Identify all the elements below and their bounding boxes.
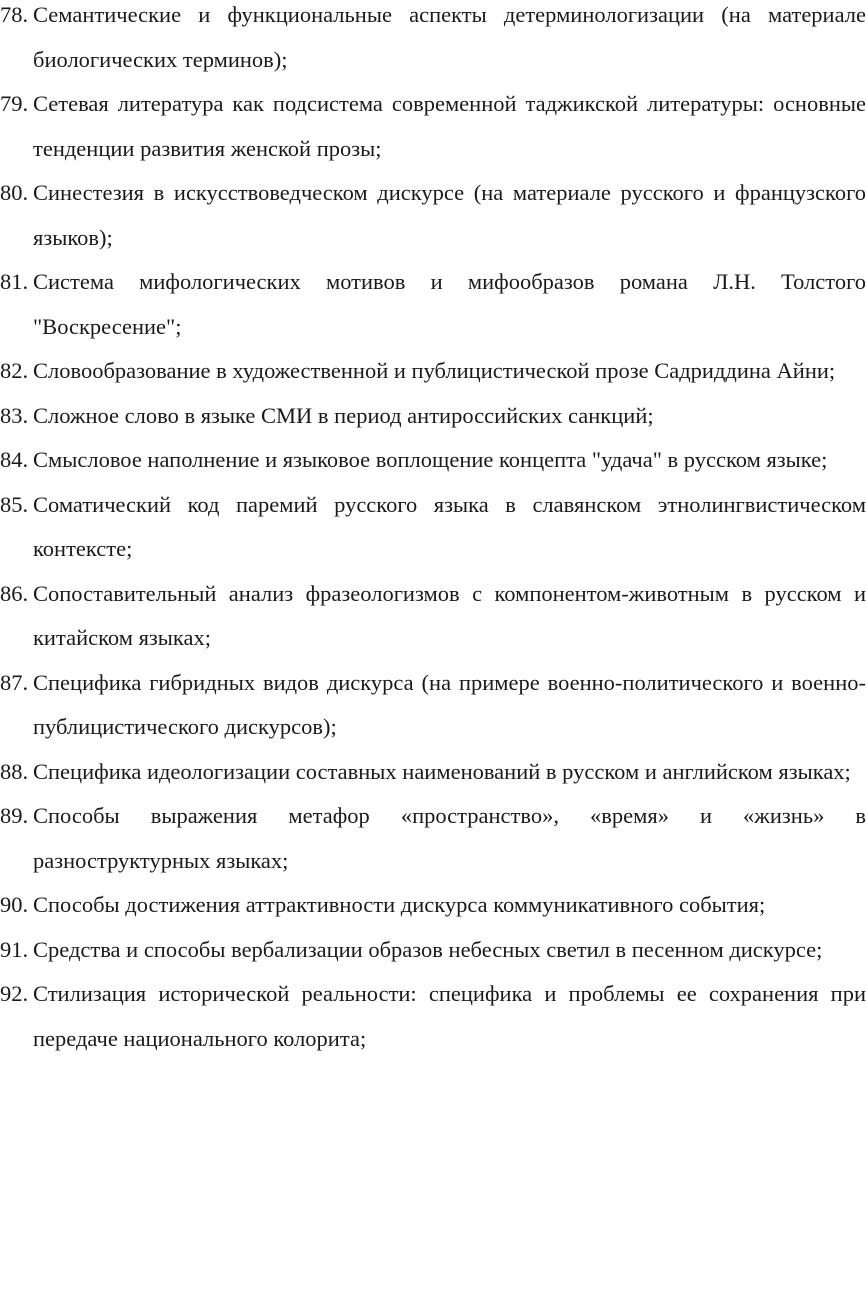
item-text: Семантические и функциональные аспекты детерминологизации (на материале биологических терминов); (33, 2, 866, 72)
item-text: Синестезия в искусствоведческом дискурсе (на материале русского и французского языков); (33, 180, 866, 250)
item-text: Стилизация исторической реальности: специфика и проблемы ее сохранения при передаче национального колорита; (33, 981, 866, 1051)
item-number: 92. (0, 981, 29, 1006)
list-item (0, 750, 866, 795)
list-item (0, 0, 866, 82)
list-item (0, 394, 866, 439)
item-number: 89. (0, 803, 29, 828)
list-item (0, 483, 866, 572)
item-number: 83. (0, 402, 29, 428)
item-text: Специфика гибридных видов дискурса (на примере военно-политического и военно-публицистического дискурсов); (33, 669, 866, 739)
item-number: 84. (0, 447, 29, 472)
list-item (0, 171, 866, 260)
item-number: 81. (0, 269, 29, 294)
list-item (0, 349, 866, 394)
item-text: Смысловое наполнение и языковое воплощение концепта "удача" в русском языке; (33, 447, 828, 472)
item-number: 90. (0, 892, 29, 917)
item-text: Сложное слово в языке СМИ в период антироссийских санкций; (33, 402, 654, 428)
list-item (0, 972, 866, 1061)
item-text: Способы достижения аттрактивности дискурса коммуникативного события; (33, 892, 766, 917)
item-number: 78. (0, 2, 29, 27)
list-item (0, 260, 866, 349)
list-item (0, 661, 866, 750)
list-item (0, 572, 866, 661)
item-number: 91. (0, 936, 29, 962)
item-text: Средства и способы вербализации образов небесных светил в песенном дискурсе; (33, 936, 823, 962)
list-item (0, 928, 866, 973)
item-text: Система мифологических мотивов и мифообразов романа Л.Н. Толстого "Воскресение"; (33, 269, 866, 339)
item-text: Сопоставительный анализ фразеологизмов с компонентом-животным в русском и китайском языках; (33, 580, 866, 650)
item-text: Способы выражения метафор «пространство», «время» и «жизнь» в разноструктурных языках; (33, 803, 866, 873)
item-number: 80. (0, 180, 29, 205)
item-number: 82. (0, 358, 29, 383)
item-number: 86. (0, 580, 29, 606)
list-item (0, 82, 866, 171)
item-number: 85. (0, 491, 29, 517)
item-text: Соматический код паремий русского языка в славянском этнолингвистическом контексте; (33, 491, 866, 561)
item-text: Словообразование в художественной и публицистической прозе Садриддина Айни; (33, 358, 836, 383)
list-item (0, 883, 866, 928)
list-item (0, 794, 866, 883)
list-item (0, 438, 866, 483)
item-text: Специфика идеологизации составных наименований в русском и английском языках; (33, 758, 851, 784)
item-text: Сетевая литература как подсистема современной таджикской литературы: основные тенденции развития женской прозы; (33, 91, 866, 161)
item-number: 87. (0, 669, 29, 695)
item-number: 79. (0, 91, 29, 116)
item-number: 88. (0, 758, 29, 784)
